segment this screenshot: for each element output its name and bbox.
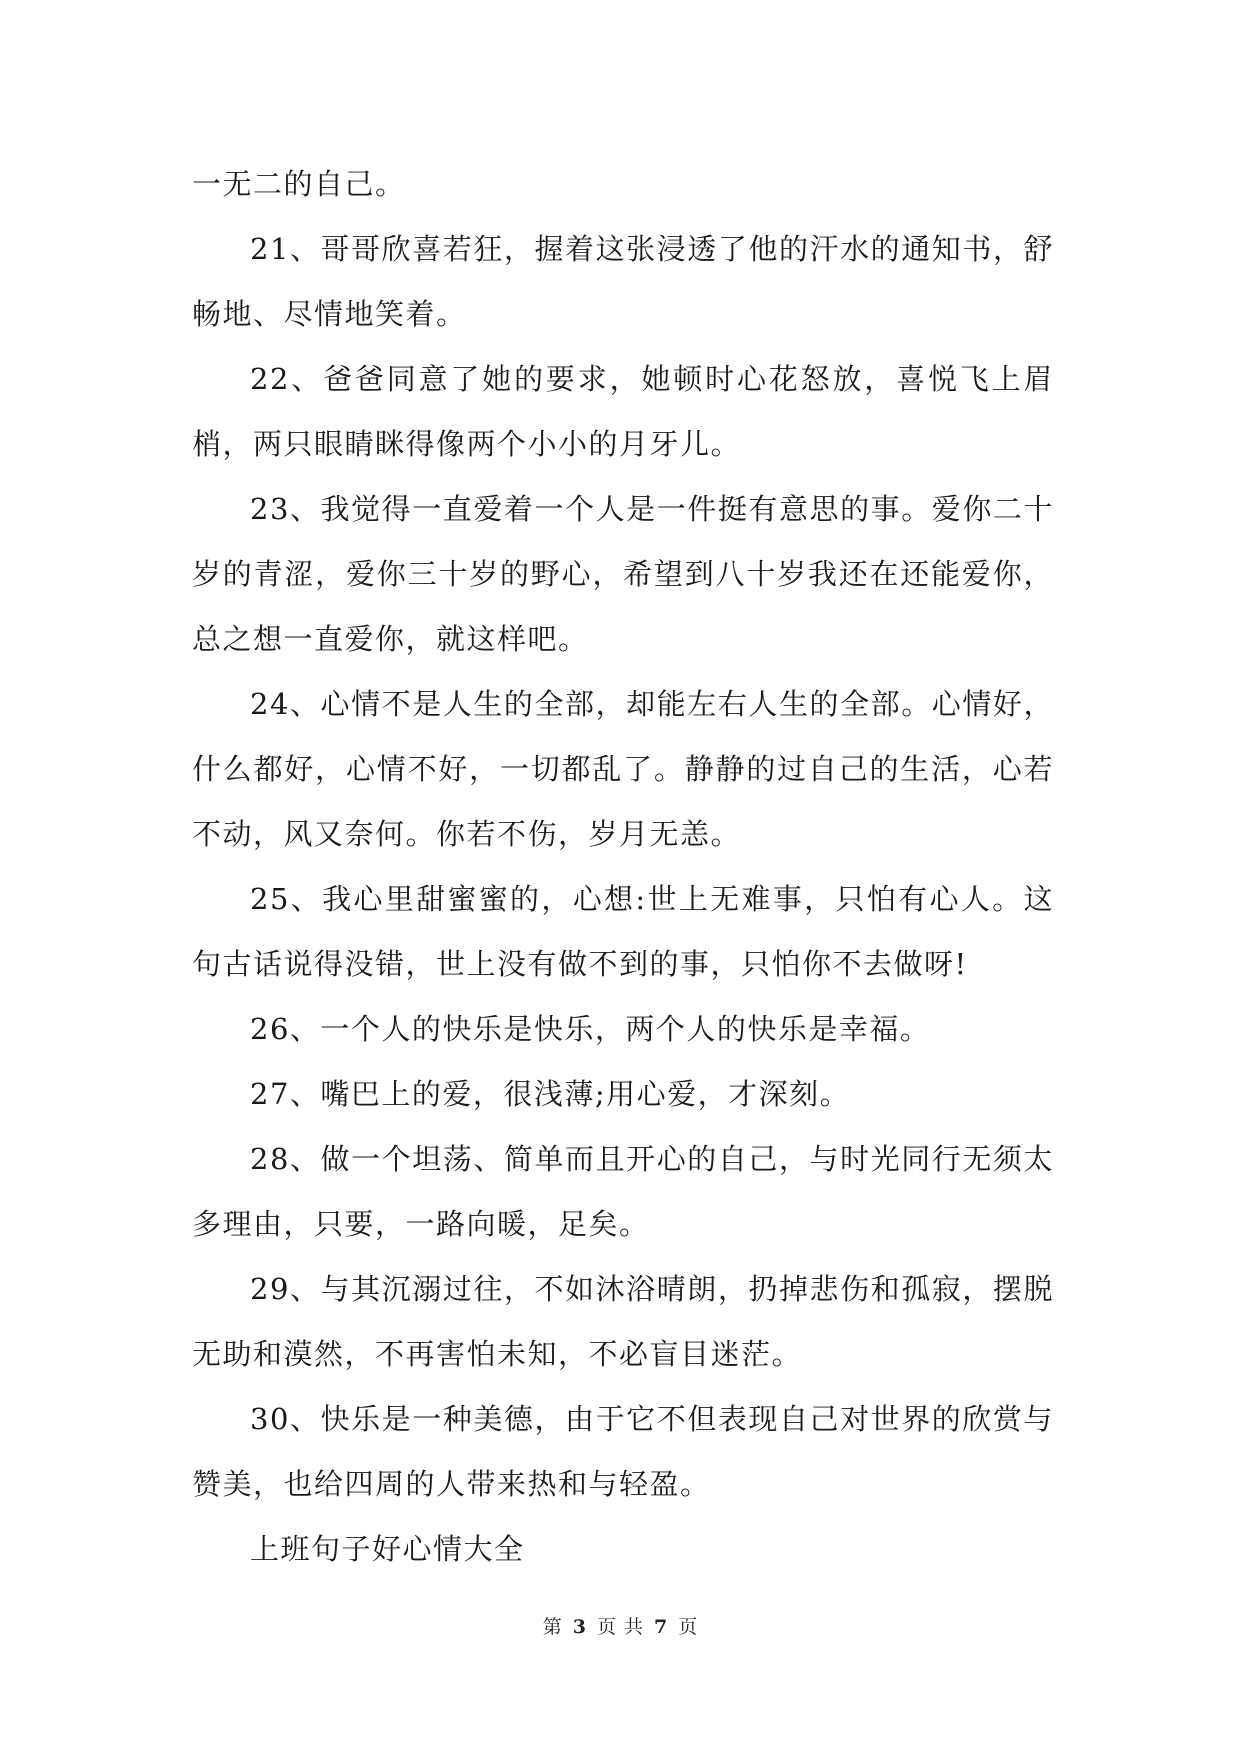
paragraph-21: 21、哥哥欣喜若狂，握着这张浸透了他的汗水的通知书，舒畅地、尽情地笑着。 [192,232,1054,331]
paragraph-30: 30、快乐是一种美德，由于它不但表现自己对世界的欣赏与赞美，也给四周的人带来热和与轻盈。 [192,1402,1054,1501]
paragraph-26: 26、一个人的快乐是快乐，两个人的快乐是幸福。 [250,1012,931,1046]
paragraph-23: 23、我觉得一直爱着一个人是一件挺有意思的事。爱你二十岁的青涩，爱你三十岁的野心，希望到八十岁我还在还能爱你，总之想一直爱你，就这样吧。 [192,492,1054,656]
page-footer [0,1612,1241,1639]
paragraph-22: 22、爸爸同意了她的要求，她顿时心花怒放，喜悦飞上眉梢，两只眼睛眯得像两个小小的月牙儿。 [192,362,1054,461]
paragraph-24: 24、心情不是人生的全部，却能左右人生的全部。心情好，什么都好，心情不好，一切都乱了。静静的过自己的生活，心若不动，风又奈何。你若不伤，岁月无恙。 [192,687,1054,851]
current-page-number: 3 [572,1616,587,1638]
paragraph-28: 28、做一个坦荡、简单而且开心的自己，与时光同行无须太多理由，只要，一路向暖，足矣。 [192,1142,1054,1241]
paragraph-27: 27、嘴巴上的爱，很浅薄;用心爱，才深刻。 [250,1077,851,1111]
total-pages-number: 7 [654,1616,669,1638]
paragraph-continuation: 一无二的自己。 [192,167,406,201]
paragraph-25: 25、我心里甜蜜蜜的，心想:世上无难事，只怕有心人。这句古话说得没错，世上没有做不到的事，只怕你不去做呀! [192,882,1054,981]
page-content [192,152,1054,1582]
paragraph-29: 29、与其沉溺过往，不如沐浴晴朗，扔掉悲伤和孤寂，摆脱无助和漠然，不再害怕未知，不必盲目迷茫。 [192,1272,1054,1371]
section-heading: 上班句子好心情大全 [250,1532,525,1566]
footer-prefix: 第 [542,1616,563,1638]
footer-middle: 页 共 [596,1616,645,1638]
footer-suffix: 页 [678,1616,699,1638]
